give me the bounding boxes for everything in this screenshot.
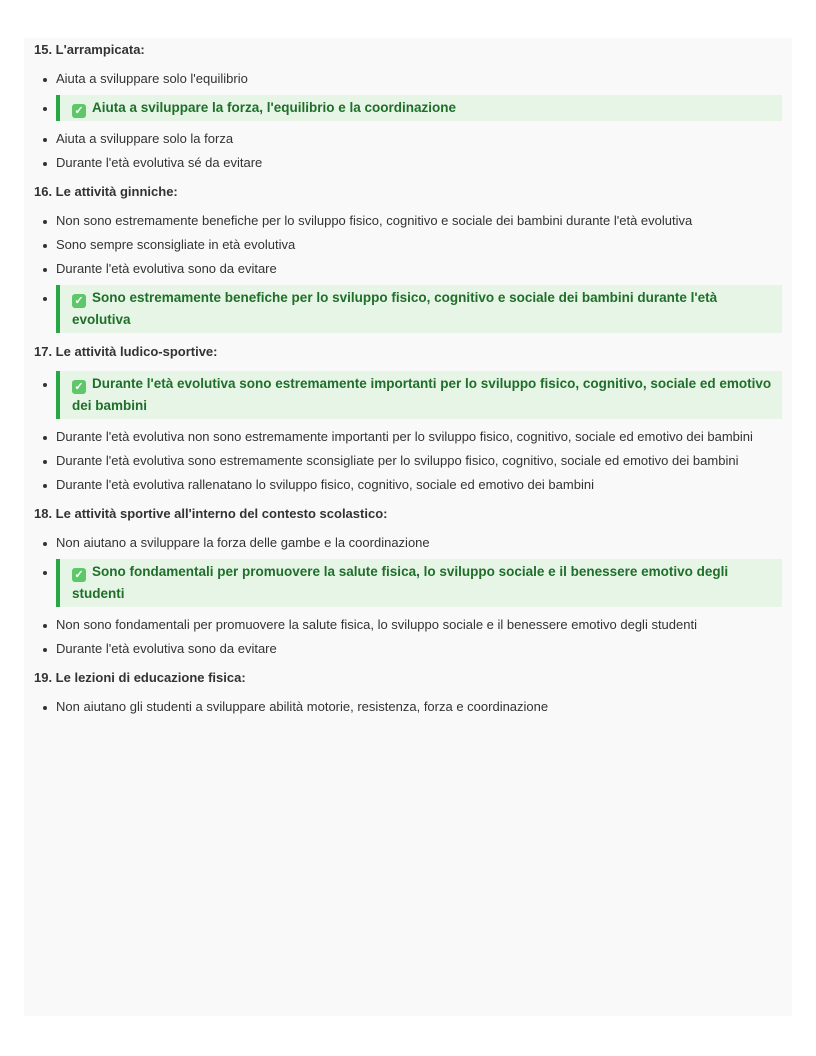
options-list bbox=[34, 211, 782, 333]
option-text: Durante l'età evolutiva sono da evitare bbox=[56, 641, 277, 656]
options-list bbox=[34, 69, 782, 173]
question-block bbox=[34, 183, 782, 333]
option-text: Durante l'età evolutiva sono estremamente sconsigliate per lo sviluppo fisico, cognitivo, sociale ed emotivo dei bambini bbox=[56, 453, 739, 468]
correct-option bbox=[34, 559, 782, 607]
question-block bbox=[34, 41, 782, 173]
option-text: Durante l'età evolutiva rallenatano lo sviluppo fisico, cognitivo, sociale ed emotivo dei bambini bbox=[56, 477, 594, 492]
option-item bbox=[34, 451, 782, 471]
option-item bbox=[34, 639, 782, 659]
question-block bbox=[34, 343, 782, 495]
question-block bbox=[34, 669, 782, 717]
option-text: Sono estremamente benefiche per lo sviluppo fisico, cognitivo e sociale dei bambini durante l'età evolutiva bbox=[72, 290, 718, 327]
question-title: 17. Le attività ludico-sportive: bbox=[34, 344, 218, 359]
option-text: Durante l'età evolutiva sono estremamente importanti per lo sviluppo fisico, cognitivo, sociale ed emotivo dei bambini bbox=[72, 376, 772, 413]
option-item bbox=[34, 211, 782, 231]
option-text: Aiuta a sviluppare solo l'equilibrio bbox=[56, 71, 248, 86]
option-text: Durante l'età evolutiva sono da evitare bbox=[56, 261, 277, 276]
question-title: 16. Le attività ginniche: bbox=[34, 184, 178, 199]
question-block bbox=[34, 505, 782, 659]
option-text: Non aiutano gli studenti a sviluppare abilità motorie, resistenza, forza e coordinazione bbox=[56, 699, 549, 714]
option-text: Non sono estremamente benefiche per lo sviluppo fisico, cognitivo e sociale dei bambini durante l'età evolutiva bbox=[56, 213, 693, 228]
correct-answer-box bbox=[56, 371, 782, 419]
quiz-page bbox=[24, 38, 792, 1016]
option-item bbox=[34, 615, 782, 635]
check-box-icon: ✓ bbox=[72, 294, 86, 308]
question-title: 15. L'arrampicata: bbox=[34, 42, 145, 57]
option-text: Aiuta a sviluppare la forza, l'equilibrio e la coordinazione bbox=[92, 100, 457, 115]
correct-answer-box bbox=[56, 559, 782, 607]
option-text: Sono sempre sconsigliate in età evolutiva bbox=[56, 237, 296, 252]
options-list bbox=[34, 371, 782, 495]
option-text: Durante l'età evolutiva sé da evitare bbox=[56, 155, 263, 170]
check-box-icon: ✓ bbox=[72, 104, 86, 118]
correct-option bbox=[34, 95, 782, 121]
option-text: Non sono fondamentali per promuovere la salute fisica, lo sviluppo sociale e il benessere emotivo degli studenti bbox=[56, 617, 697, 632]
option-item bbox=[34, 475, 782, 495]
option-item bbox=[34, 69, 782, 89]
option-item bbox=[34, 129, 782, 149]
option-item bbox=[34, 259, 782, 279]
option-item bbox=[34, 235, 782, 255]
correct-option bbox=[34, 371, 782, 419]
check-box-icon: ✓ bbox=[72, 380, 86, 394]
option-item bbox=[34, 533, 782, 553]
correct-option bbox=[34, 285, 782, 333]
check-box-icon: ✓ bbox=[72, 568, 86, 582]
option-text: Sono fondamentali per promuovere la salute fisica, lo sviluppo sociale e il benessere emotivo degli studenti bbox=[72, 564, 729, 601]
option-item bbox=[34, 697, 782, 717]
question-title: 18. Le attività sportive all'interno del contesto scolastico: bbox=[34, 506, 388, 521]
option-text: Durante l'età evolutiva non sono estremamente importanti per lo sviluppo fisico, cognitivo, sociale ed emotivo dei bambini bbox=[56, 429, 753, 444]
option-text: Non aiutano a sviluppare la forza delle gambe e la coordinazione bbox=[56, 535, 430, 550]
question-title: 19. Le lezioni di educazione fisica: bbox=[34, 670, 246, 685]
options-list bbox=[34, 697, 782, 717]
option-item bbox=[34, 427, 782, 447]
option-text: Aiuta a sviluppare solo la forza bbox=[56, 131, 234, 146]
options-list bbox=[34, 533, 782, 659]
correct-answer-box bbox=[56, 95, 782, 121]
correct-answer-box bbox=[56, 285, 782, 333]
option-item bbox=[34, 153, 782, 173]
